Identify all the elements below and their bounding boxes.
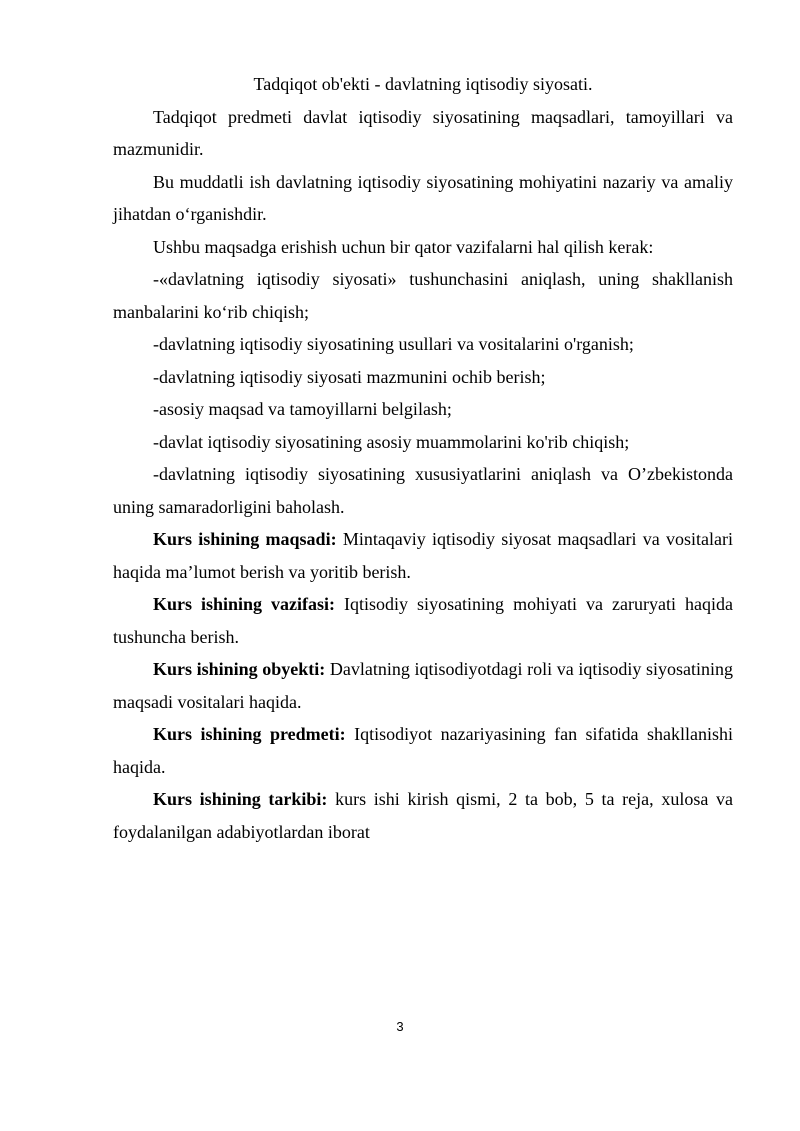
course-subject-paragraph [113, 718, 733, 783]
course-structure-paragraph [113, 783, 733, 848]
course-goal-paragraph [113, 523, 733, 588]
paragraph-subject: Tadqiqot predmeti davlat iqtisodiy siyosatining maqsadlari, tamoyillari va mazmunidir. [113, 106, 733, 159]
course-subject-text: Iqtisodiyot nazariyasining fan sifatida shakllanishi haqida. [113, 724, 734, 777]
course-object-text: Davlatning iqtisodiyotdagi roli va iqtisodiy siyosatining maqsadi vositalari haqida. [113, 659, 734, 712]
course-structure-text: kurs ishi kirish qismi, 2 ta bob, 5 ta reja, xulosa va foydalanilgan adabiyotlardan iborat [113, 789, 734, 842]
task-item: -davlatning iqtisodiy siyosatining usullari va vositalarini o'rganish; [153, 334, 634, 354]
course-goal-text: Mintaqaviy iqtisodiy siyosat maqsadlari va vositalari haqida ma’lumot berish va yoritib berish. [113, 529, 733, 582]
paragraph-purpose: Bu muddatli ish davlatning iqtisodiy siyosatining mohiyatini nazariy va amaliy jihatdan o‘rganishdir. [113, 171, 733, 224]
course-task-label: Kurs ishining vazifasi: [153, 594, 336, 614]
course-subject-label: Kurs ishining predmeti: [153, 724, 346, 744]
document-heading: Tadqiqot ob'ekti - davlatning iqtisodiy siyosati. [253, 74, 593, 94]
course-object-label: Kurs ishining obyekti: [153, 659, 326, 679]
course-goal-label: Kurs ishining maqsadi: [153, 529, 337, 549]
document-page [113, 68, 733, 848]
course-task-paragraph [113, 588, 733, 653]
task-item: -davlatning iqtisodiy siyosatining xususiyatlarini aniqlash va O’zbekistonda uning samaradorligini baholash. [113, 464, 733, 517]
paragraph-tasks-intro: Ushbu maqsadga erishish uchun bir qator vazifalarni hal qilish kerak: [153, 236, 654, 257]
task-item: -davlat iqtisodiy siyosatining asosiy muammolarini ko'rib chiqish; [153, 431, 630, 452]
task-item: -davlatning iqtisodiy siyosati mazmunini ochib berish; [153, 366, 546, 387]
page-number: 3 [396, 1019, 404, 1034]
task-item: -asosiy maqsad va tamoyillarni belgilash; [153, 399, 452, 419]
course-structure-label: Kurs ishining tarkibi: [153, 789, 328, 809]
course-task-text: Iqtisodiy siyosatining mohiyati va zaruryati haqida tushuncha berish. [113, 594, 733, 647]
task-item: -«davlatning iqtisodiy siyosati» tushunchasini aniqlash, uning shakllanish manbalarini ko‘rib chiqish; [113, 269, 733, 322]
course-object-paragraph [113, 653, 733, 718]
